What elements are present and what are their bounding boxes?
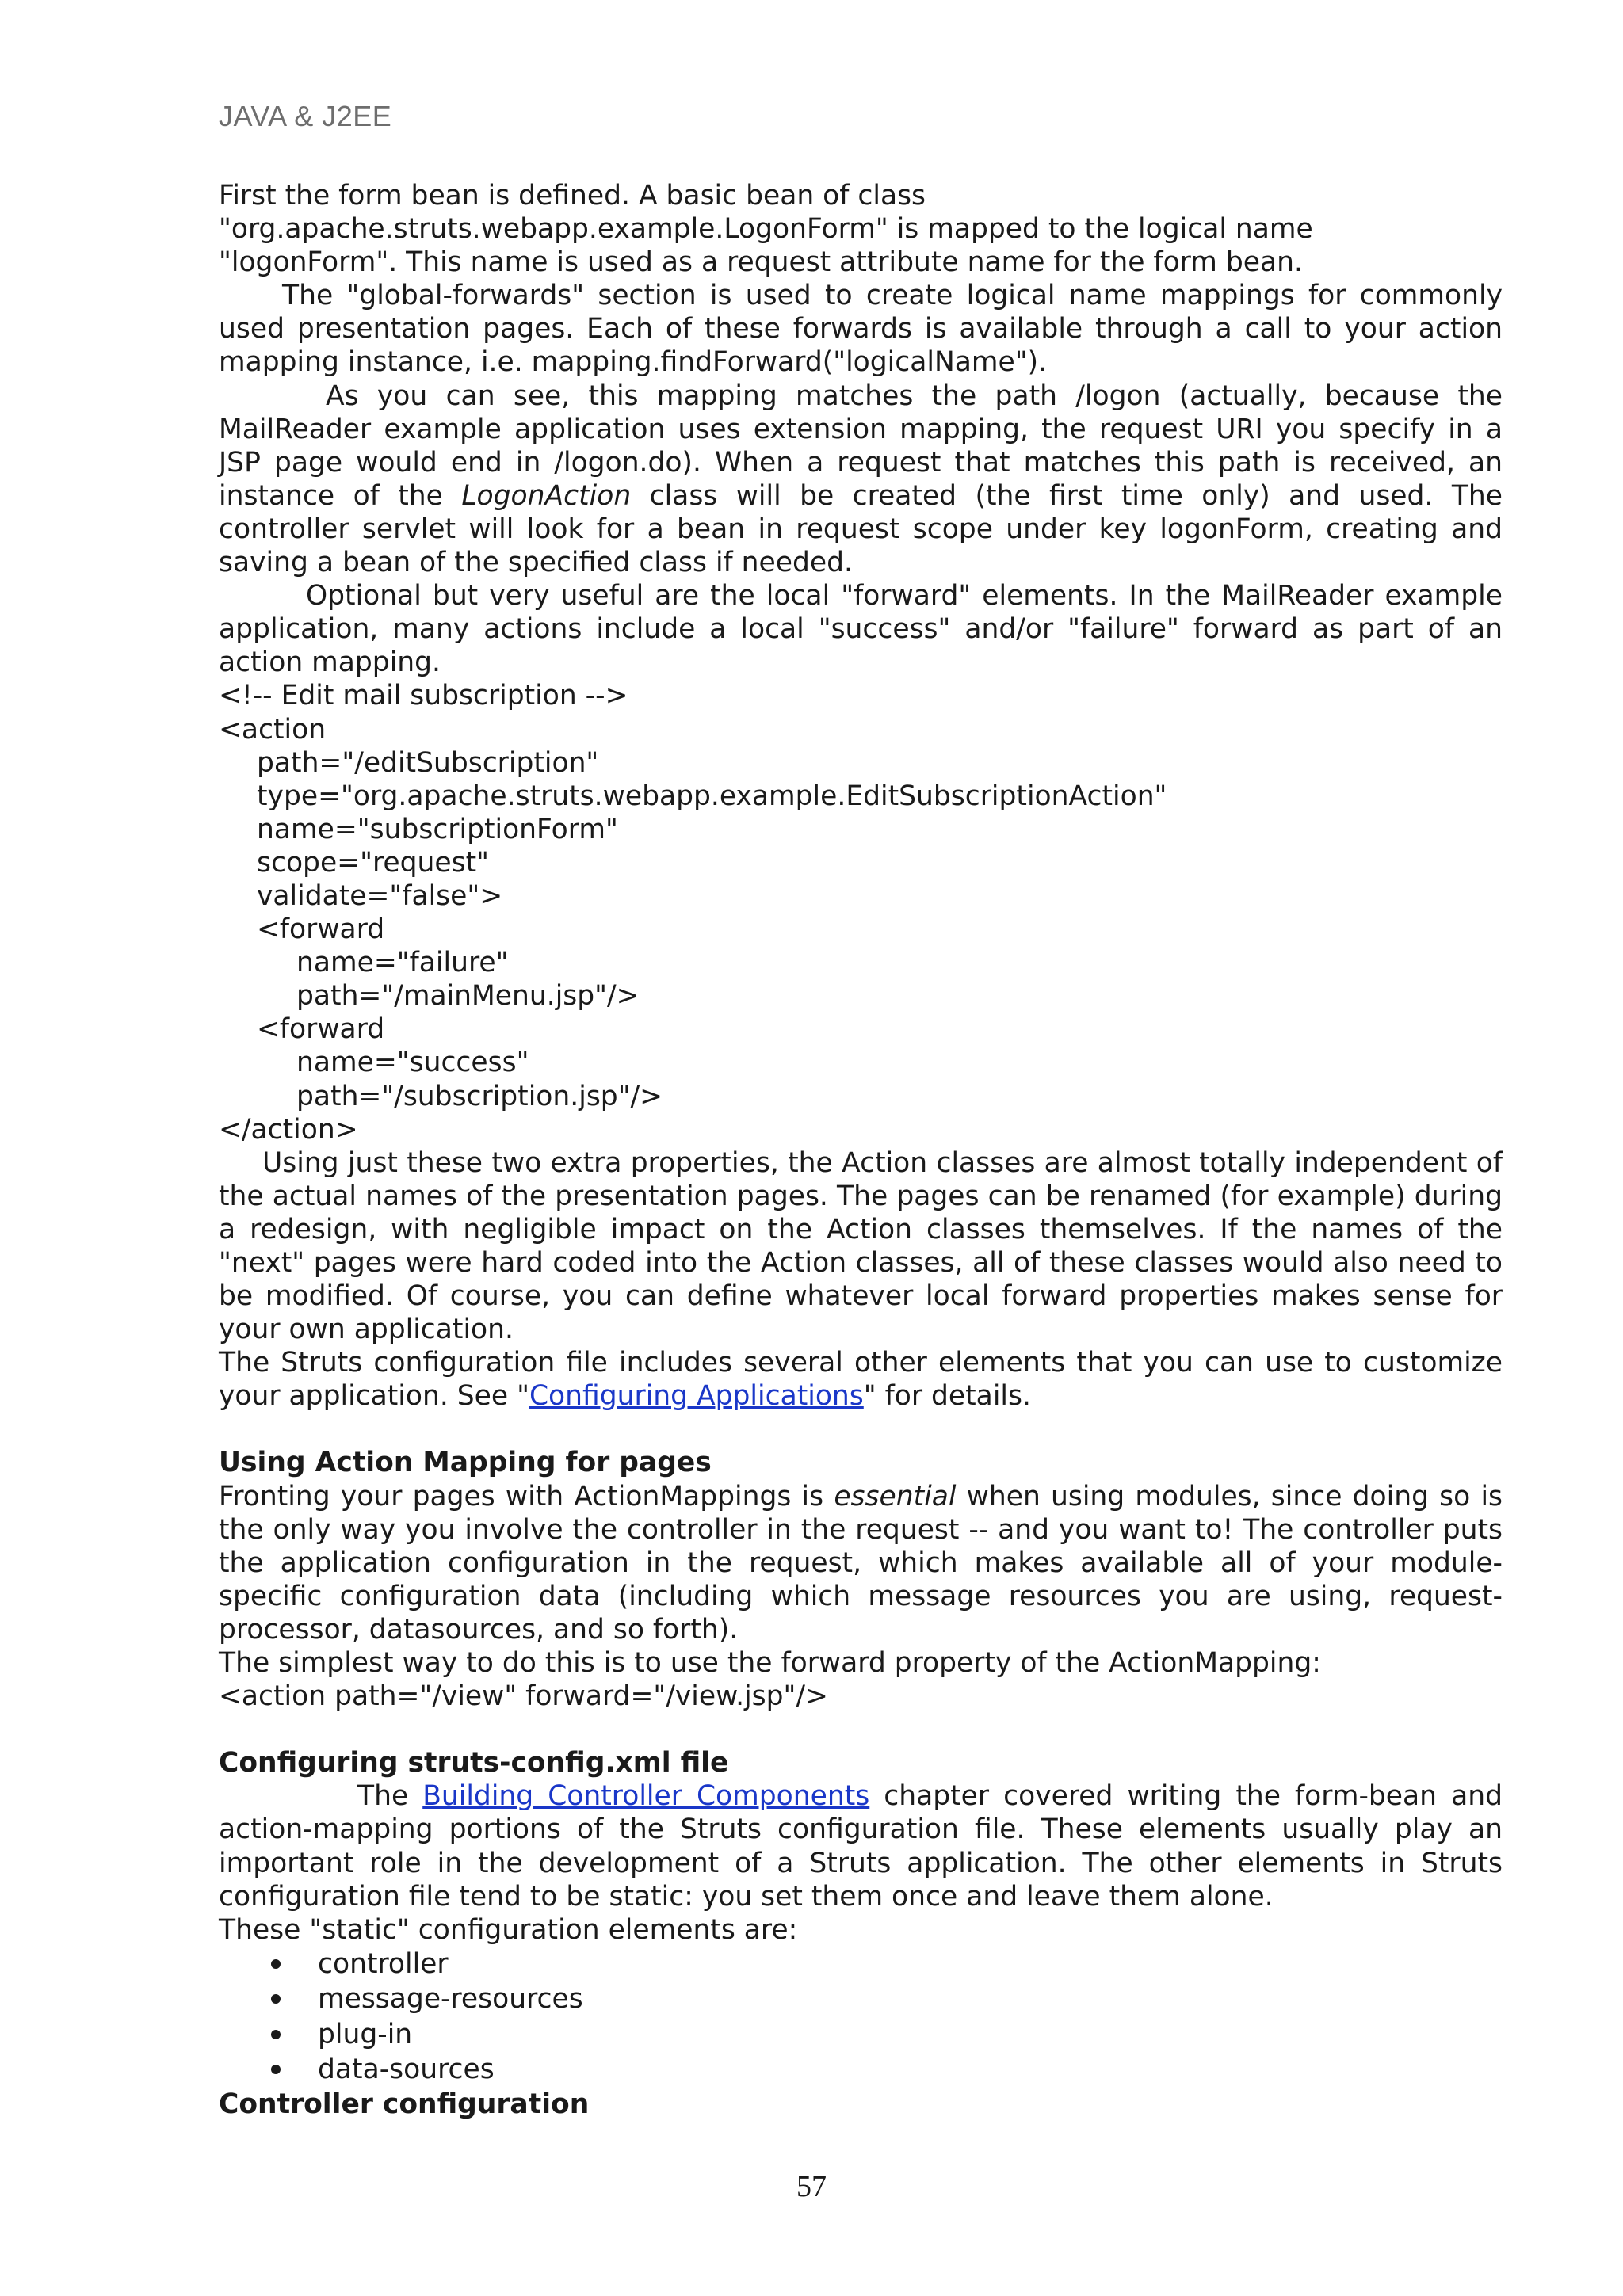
list-item: data-sources [219,2052,1503,2088]
paragraph-static-elements: These "static" configuration elements are: [219,1913,798,1946]
code-line: path="/subscription.jsp"/> [296,1080,663,1112]
code-line: validate="false"> [257,879,503,912]
code-block-action [219,679,1503,1146]
building-controller-components-link[interactable]: Building Controller Components [422,1780,870,1813]
paragraph-building-controller: The Building Controller Components chapter covered writing the form-bean and action-mapping portions of the Struts configuration file. These elements usually play an important role in the development of a Struts application. The other elements in Struts configuration file tend to be static: you set them once and leave them alone. [219,1780,1503,1913]
heading-action-mapping-pages: Using Action Mapping for pages [219,1447,712,1479]
paragraph-extra-properties: Using just these two extra properties, the Action classes are almost totally independent of the actual names of the presentation pages. The pages can be renamed (for example) during a redesign, with negligible impact on the Action classes themselves. If the names of the "next" pages were hard coded into the Action classes, all of these classes would also need to be modified. Of course, you can define whatever local forward properties makes sense for your own application. [219,1146,1503,1346]
paragraph-config-file: The Struts configuration file includes several other elements that you can use to customize your application. See "Configuring Applications" for details. [219,1347,1503,1413]
configuring-applications-link[interactable]: Configuring Applications [529,1380,864,1413]
paragraph-local-forwards: Optional but very useful are the local "forward" elements. In the MailReader example application, many actions include a local "success" and/or "failure" forward as part of an action mapping. [219,580,1503,679]
code-line: <action [219,713,327,746]
code-line: name="subscriptionForm" [257,813,618,845]
paragraph-form-bean-2: "org.apache.struts.webapp.example.LogonForm" is mapped to the logical name [219,213,1313,246]
code-line: <forward [257,1013,385,1046]
list-item: plug-in [219,2017,1503,2053]
bullet-icon [271,1959,281,1969]
page-number: 57 [796,2170,827,2203]
heading-controller-configuration: Controller configuration [219,2088,590,2120]
code-line: scope="request" [257,846,489,879]
code-line: name="success" [296,1047,529,1079]
running-header: JAVA & J2EE [219,100,392,132]
paragraph-global-forwards: The "global-forwards" section is used to create logical name mappings for commonly used presentation pages. Each of these forwards is available through a call to your action mapping instance, i.e. mapping.findForward("logicalName"). [219,280,1503,379]
paragraph-fronting-pages: Fronting your pages with ActionMappings is essential when using modules, since doing so is the only way you involve the controller in the request -- and you want to! The controller puts the application configuration in the request, which makes available all of your module-specific configuration data (including which message resources you are using, request-processor, datasources, and so forth). [219,1480,1503,1646]
static-elements-list [219,1947,1503,2088]
code-line: <!-- Edit mail subscription --> [219,680,628,712]
code-line: <forward [257,913,385,946]
paragraph-mapping-explanation: As you can see, this mapping matches the path /logon (actually, because the MailReader example application uses extension mapping, the request URI you specify in a JSP page would end in /logon.do). When a request that matches this path is received, an instance of the LogonAction class will be created (the first time only) and used. The controller servlet will look for a bean in request scope under key logonForm, creating and saving a bean of the specified class if needed. [219,379,1503,579]
code-line: type="org.apache.struts.webapp.example.EditSubscriptionAction" [257,780,1167,812]
code-action-view: <action path="/view" forward="/view.jsp"/> [219,1680,828,1713]
code-line: </action> [219,1113,358,1146]
heading-configuring-struts-config: Configuring struts-config.xml file [219,1747,729,1779]
list-item: controller [219,1947,1503,1982]
essential-emphasis: essential [834,1480,957,1512]
paragraph-simplest-way: The simplest way to do this is to use the forward property of the ActionMapping: [219,1647,1321,1680]
bullet-icon [271,2030,281,2039]
list-item: message-resources [219,1981,1503,2017]
bullet-icon [271,1994,281,2004]
logon-action-class: LogonAction [461,479,632,512]
bullet-icon [271,2065,281,2074]
paragraph-form-bean-1: First the form bean is defined. A basic bean of class [219,180,926,212]
paragraph-form-bean-3: "logonForm". This name is used as a request attribute name for the form bean. [219,246,1303,279]
code-line: path="/editSubscription" [257,746,599,779]
code-line: name="failure" [296,947,509,979]
code-line: path="/mainMenu.jsp"/> [296,980,640,1013]
page-body [219,179,1503,2121]
